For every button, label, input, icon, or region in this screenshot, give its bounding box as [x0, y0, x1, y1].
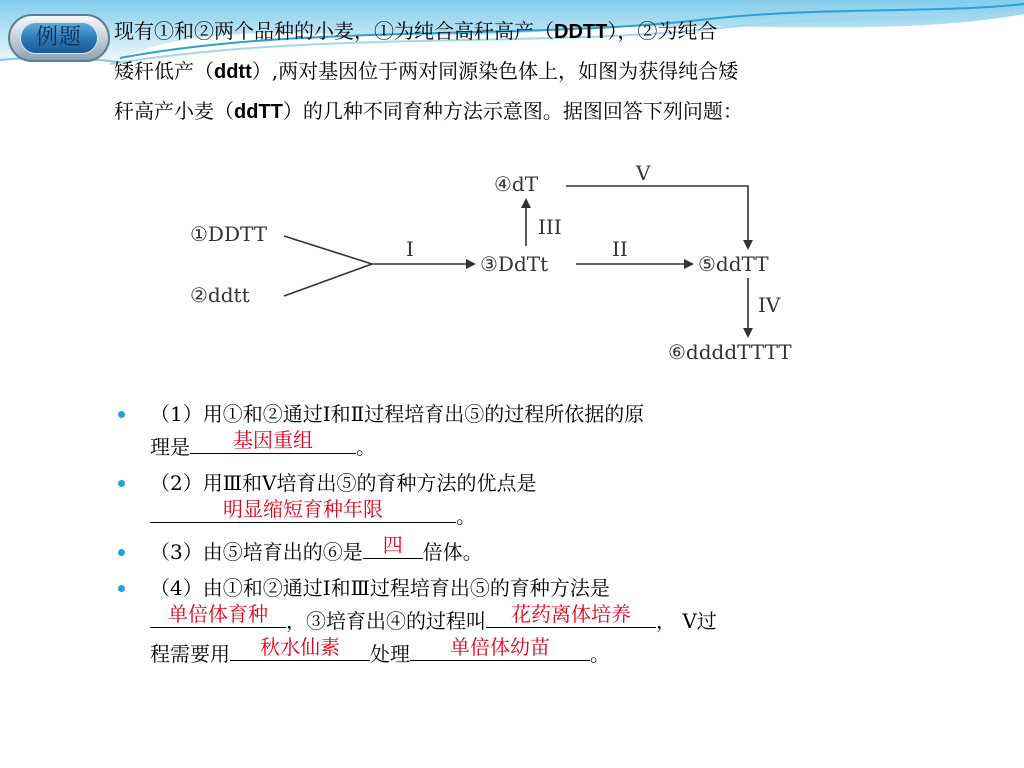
- question-list: [118, 398, 838, 674]
- arrow-process-v: [566, 186, 748, 248]
- edge-parent1-merge: [284, 236, 372, 264]
- label-process-i: I: [406, 237, 414, 261]
- intro-line-1: 现有①和②两个品种的小麦，①为纯合高秆高产（DDTT），②为纯合: [114, 19, 718, 43]
- label-process-iv: IV: [758, 293, 781, 317]
- question-1: （1）用①和②通过Ⅰ和Ⅱ过程培育出⑤的过程所依据的原 理是 基因重组 。: [118, 398, 838, 464]
- answer-blank-4d: [410, 635, 590, 661]
- node-dt-haploid: ④dT: [494, 172, 539, 196]
- problem-statement: [114, 12, 924, 132]
- answer-1: 基因重组: [233, 428, 313, 452]
- example-badge-label: 例题: [35, 25, 82, 50]
- bullet-dot: [118, 549, 125, 556]
- question-3: （3）由⑤培育出的⑥是 四 倍体。: [118, 536, 838, 569]
- label-process-iii: III: [538, 215, 562, 239]
- genotype-ddtt-lower: ddtt: [214, 61, 252, 83]
- intro-line-3: 秆高产小麦（ddTT）的几种不同育种方法示意图。据图回答下列问题：: [114, 99, 743, 123]
- answer-blank-2: [150, 497, 456, 523]
- bullet-dot: [118, 480, 125, 487]
- bullet-dot: [118, 411, 125, 418]
- genotype-ddTT: ddTT: [234, 101, 283, 123]
- answer-blank-1: [190, 428, 356, 454]
- label-process-v: V: [636, 161, 651, 185]
- node-ddtt-parent-2: ②ddtt: [190, 283, 250, 307]
- intro-line-2: 矮秆低产（ddtt）,两对基因位于两对同源染色体上，如图为获得纯合矮: [114, 59, 739, 83]
- bullet-dot: [118, 585, 125, 592]
- answer-blank-4a: [150, 602, 286, 628]
- answer-4a: 单倍体育种: [168, 602, 268, 626]
- label-process-ii: II: [612, 237, 628, 261]
- node-ddtt-target: ⑤ddTT: [698, 252, 769, 276]
- edge-parent2-merge: [284, 264, 372, 296]
- answer-blank-3: [363, 533, 423, 559]
- node-ddtt-f1: ③DdTt: [480, 252, 549, 276]
- genotype-ddtt-upper: DDTT: [554, 21, 608, 43]
- example-badge: [8, 14, 110, 62]
- breeding-diagram: [184, 156, 820, 370]
- answer-4c: 秋水仙素: [260, 635, 340, 659]
- node-ddtt-parent-1: ①DDTT: [190, 222, 268, 246]
- question-2: （2）用Ⅲ和Ⅴ培育出⑤的育种方法的优点是 明显缩短育种年限 。: [118, 467, 838, 533]
- answer-2: 明显缩短育种年限: [223, 497, 383, 521]
- node-ddddtttt-tetraploid: ⑥ddddTTTT: [668, 340, 792, 364]
- question-4: （4）由①和②通过Ⅰ和Ⅲ过程培育出⑤的育种方法是 单倍体育种 ，③培育出④的过程叫 花药离体培养 ， Ⅴ过 程需要用 秋水仙素 处理 单倍体幼苗 。: [118, 572, 838, 671]
- answer-blank-4b: [486, 602, 656, 628]
- answer-blank-4c: [230, 635, 370, 661]
- answer-4d: 单倍体幼苗: [450, 635, 550, 659]
- answer-3: 四: [382, 533, 403, 557]
- answer-4b: 花药离体培养: [511, 602, 631, 626]
